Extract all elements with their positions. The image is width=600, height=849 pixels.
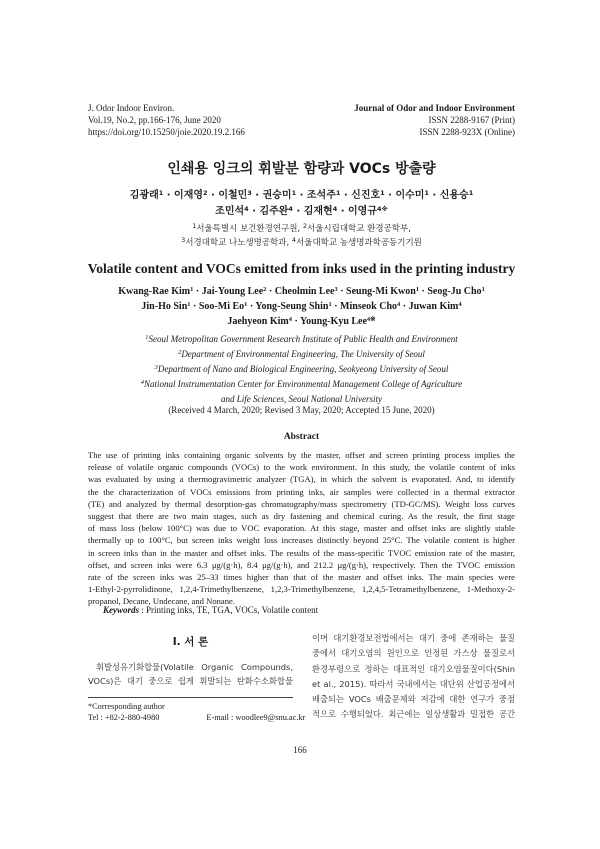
footnote-tel: Tel : +82-2-880-4980: [88, 713, 160, 722]
journal-abbrev: J. Odor Indoor Environ.: [88, 103, 175, 113]
issn-print: ISSN 2288-9167 (Print): [428, 115, 515, 125]
abstract-line: release of volatile organic compounds (VOCs) to the work environment. In this study, the volatile content of inks: [88, 462, 515, 473]
korean-authors-line2: 조민석$^4$ · 김주완$^4$ · 김재현$^4$ · 이영규$^{4※}$: [215, 205, 388, 217]
abstract-line: the the characterization of VOCs emissions from printing inks, air samples were collected in a thermal extractor: [88, 486, 515, 497]
journal-header-right: [330, 102, 515, 138]
author: 권승미$^1$: [262, 189, 297, 201]
abstract-line: suggest that there are two main stages, such as dry fastening and chemical curing. As the result, the first stage: [88, 511, 515, 522]
issn-online: ISSN 2288-923X (Online): [419, 127, 515, 137]
journal-header-left: [88, 102, 328, 138]
abstract-line: was evaluated by using a thermogravimetric analyzer (TGA), in which the solvent is evaporated. And, to identify: [88, 474, 515, 485]
author: 이영규$^{4※}$: [348, 205, 388, 217]
author: 김주완$^4$: [259, 205, 293, 217]
footnote-contact: [88, 712, 308, 723]
keywords-list: : Printing inks, TE, TGA, VOCs, Volatile content: [139, 605, 319, 615]
english-authors: [88, 284, 515, 329]
author: 조석주$^1$: [306, 189, 341, 201]
author: 이철민$^3$: [218, 189, 252, 201]
volume-info: Vol.19, No.2, pp.166-176, June 2020: [88, 115, 221, 125]
right-column-body: [312, 631, 515, 723]
abstract-line: 1-Ethyl-2-pyrrolidinone, 1,2,4-Trimethylbenzene, 1,2,3-Trimethylbenzene, 1,2,4,5-Tetramethylbenzene, 1-Methoxy-2-: [88, 584, 515, 595]
abstract-line: of mass loss (below 100°C) was due to VOC evaporation. At this stage, master and offset inks are slightly stable: [88, 523, 515, 534]
body-line: 배출되는 VOCs 배출문제와 저감에 대한 연구가 중점: [312, 694, 515, 705]
footnote-divider: [88, 697, 293, 698]
body-line: 휘발성유기화합물(Volatile Organic Compounds,: [96, 662, 293, 672]
page-number: 166: [293, 745, 307, 755]
affiliation-line: and Life Sciences, Seoul National University: [221, 394, 382, 404]
corresponding-author-footnote: [88, 701, 308, 723]
body-line: VOCs)은 대기 중으로 쉽게 휘발되는 탄화수소화합물: [88, 676, 293, 686]
abstract-body: [88, 449, 515, 608]
english-authors-line2: Jin-Ho Sin$^1$ · Soo-Mi $Eo^1$ · Yong-Seung Shin$^1$ · Minseok Cho$^4$ · Juwan Kim$^4$: [141, 301, 462, 312]
english-authors-line1: Kwang-Rae Kim$^1$ · Jai-Young Lee$^2$ · Cheolmin Lee$^3$ · Seung-Mi Kwon$^1$ · Seog-Ju Cho$^1$: [118, 286, 485, 297]
footnote-email[interactable]: E-mail : woodlee9@snu.ac.kr: [206, 713, 306, 722]
doi-link[interactable]: https://doi.org/10.15250/joie.2020.19.2.166: [88, 127, 245, 137]
body-line: 이며 대기환경보전법에서는 대기 중에 존재하는 물질: [312, 633, 515, 643]
abstract-line: offset, and screen inks were 6.3 μg/(g·h), 8.4 μg/(g·h), and 212.2 μg/(g·h), respectively. Then the TVOC emission: [88, 559, 515, 570]
korean-authors-line1: 김광래$^1$ · 이재영$^2$ · 이철민$^3$ · 권승미$^1$ · 조석주$^1$ · 신진호$^1$ · 이수미$^1$ · 신용승$^1$: [129, 189, 474, 201]
affiliation-line: $^3$Department of Nano and Biological Engineering, Seokyeong University of Seoul: [154, 364, 449, 374]
received-dates: (Received 4 March, 2020; Revised 3 May, 2020; Accepted 15 June, 2020): [168, 405, 435, 415]
abstract-line: in screen inks than in the master and offset inks. The results of the mass-specific TVOC emission rate of the master,: [88, 547, 515, 558]
affiliation-line: $^2$Department of Environmental Engineering, The University of Seoul: [178, 349, 425, 359]
body-line: et al., 2015). 따라서 국내에서는 대단위 산업공정에서: [312, 678, 515, 689]
korean-affiliation-line: $^1$서울특별시 보건환경연구원, $^2$서울시립대학교 환경공학부,: [192, 222, 411, 234]
author: 신용승$^1$: [439, 189, 474, 201]
footnote-label: *Corresponding author: [88, 702, 165, 711]
abstract-line: rate of the screen inks was 25–33 times higher than that of the master and offset inks. The main species were: [88, 572, 515, 583]
body-line: 적으로 수행되었다. 최근에는 일상생활과 밀접한 공간: [312, 709, 515, 720]
body-line: 중에서 대기오염의 원인으로 인정된 가스상 물질로서: [312, 648, 515, 659]
author: 조민석$^4$: [215, 205, 249, 217]
english-authors-line3: Jaehyeon Kim$^4$ · Young-Kyu Lee$^{4※}$: [227, 316, 376, 327]
korean-title: 인쇄용 잉크의 휘발분 함량과 VOCs 방출량: [167, 161, 436, 177]
author: 신진호$^1$: [351, 189, 385, 201]
author: 이재영$^2$: [174, 189, 208, 201]
journal-name: Journal of Odor and Indoor Environment: [354, 103, 515, 113]
author: 이수미$^1$: [395, 189, 429, 201]
korean-affiliations: [88, 222, 515, 250]
left-column-body: [88, 660, 293, 688]
abstract-heading: Abstract: [283, 432, 320, 442]
section-heading-introduction: I. 서 론: [172, 636, 209, 648]
author: 김광래$^1$: [129, 189, 164, 201]
abstract-line: The use of printing inks containing organic solvents by the master, offset and screen printing process implies the: [88, 450, 515, 460]
abstract-line: (TE) and analyzed by thermal desorption-gas chromatography/mass spectrometry (TD-GC/MS). Weight loss curves: [88, 498, 515, 509]
keywords: [103, 605, 515, 615]
abstract-line: thermally up to 100°C, but screen inks weight loss increases distinctly beyond 25°C. The volatile content is higher: [88, 535, 515, 546]
body-line: 환경부령으로 정하는 대표적인 대기오염물질이다(Shin: [312, 663, 515, 674]
english-title: Volatile content and VOCs emitted from inks used in the printing industry: [87, 261, 516, 276]
english-affiliations: [88, 332, 515, 407]
keywords-label: Keywords: [103, 605, 139, 615]
korean-affiliation-line: $^3$서경대학교 나노생명공학과, $^4$서울대학교 농생명과학공동기기원: [181, 236, 422, 248]
author: 김재현$^4$: [303, 205, 338, 217]
affiliation-line: $^4$National Instrumentation Center for Environmental Management College of Agriculture: [140, 379, 463, 389]
affiliation-line: $^1$Seoul Metropolitan Government Research Institute of Public Health and Environment: [145, 334, 458, 344]
abstract-line: propanol, Decane, Undecane, and Nonane.: [88, 596, 235, 607]
